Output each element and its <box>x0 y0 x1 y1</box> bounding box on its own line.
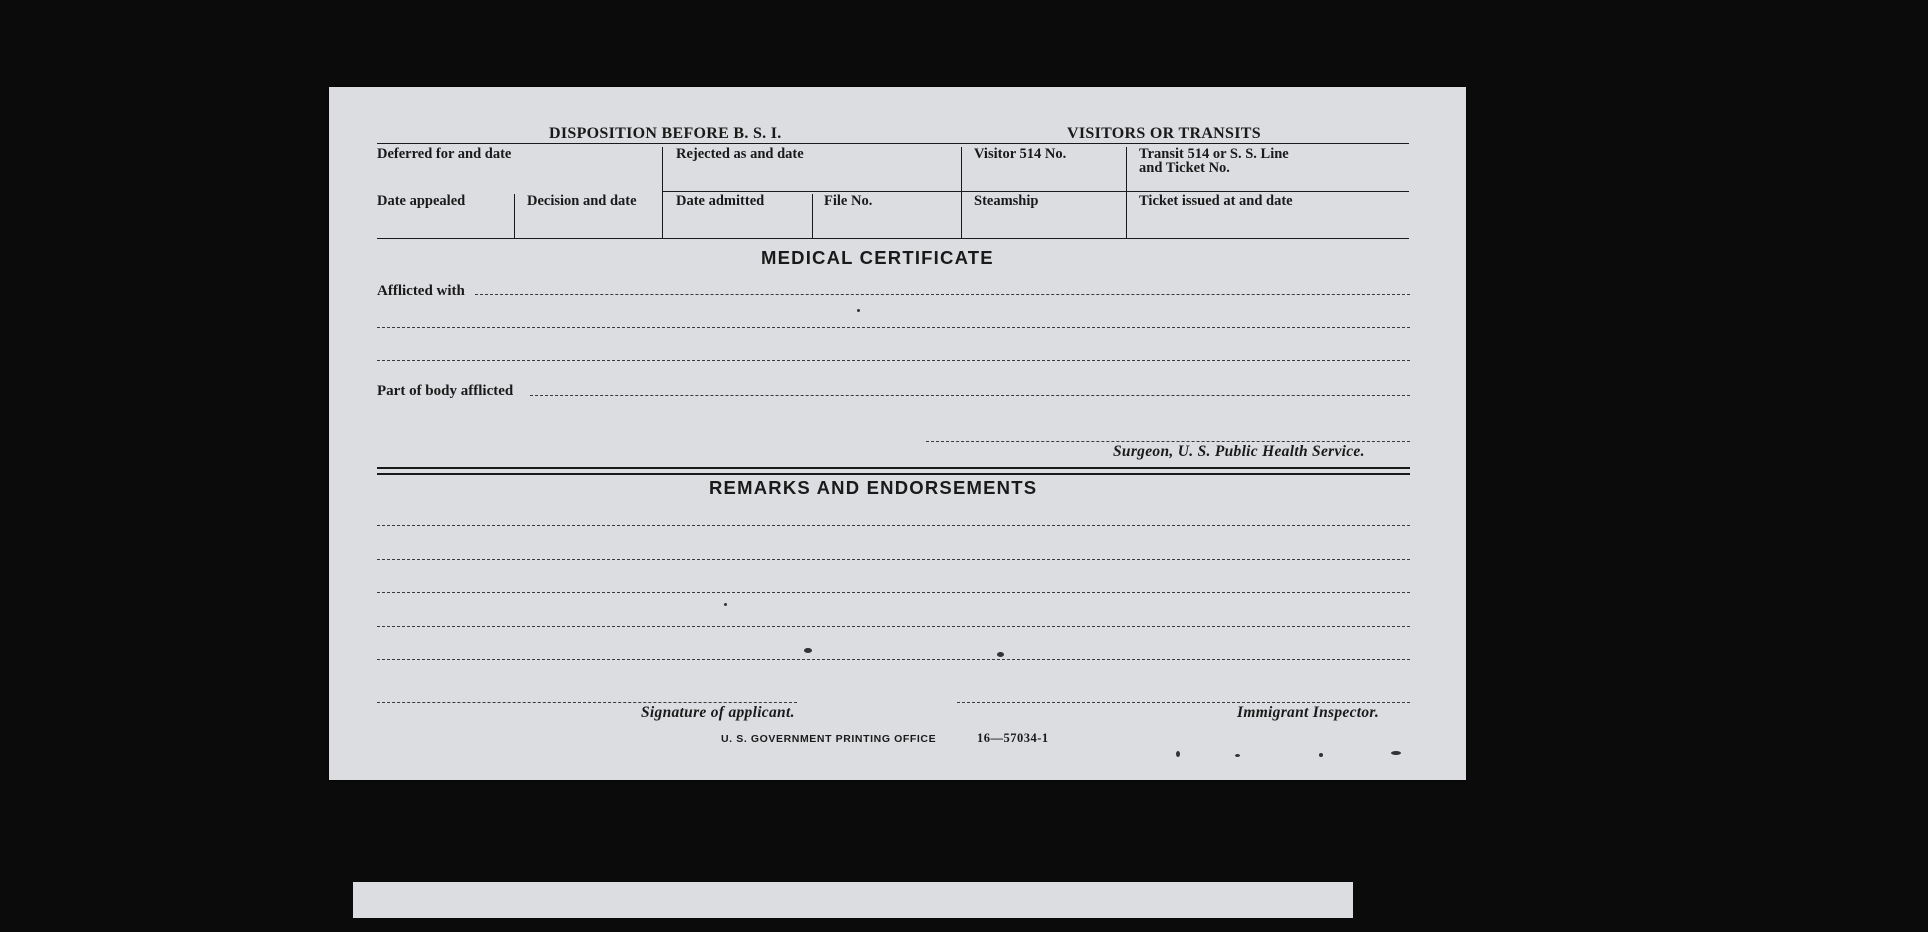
form-number: 16—57034-1 <box>977 731 1049 745</box>
disposition-title: DISPOSITION BEFORE B. S. I. <box>549 125 782 142</box>
grid-divider <box>961 147 962 238</box>
remarks-line <box>377 559 1410 560</box>
ink-speck <box>1235 754 1240 757</box>
visitors-title: VISITORS OR TRANSITS <box>1067 125 1261 142</box>
grid-mid-rule <box>662 191 1409 192</box>
grid-divider <box>1126 147 1127 238</box>
grid-divider <box>812 194 813 238</box>
inspector-caption: Immigrant Inspector. <box>1237 704 1380 721</box>
file-no-field: File No. <box>824 193 873 209</box>
part-of-body-label: Part of body afflicted <box>377 383 514 399</box>
second-card-edge <box>353 882 1353 918</box>
afflicted-line <box>377 327 1410 328</box>
ink-speck <box>1319 753 1323 757</box>
visitor-514-field: Visitor 514 No. <box>974 146 1067 162</box>
medical-certificate-title: MEDICAL CERTIFICATE <box>761 247 994 268</box>
ink-speck <box>724 603 727 606</box>
part-of-body-line <box>530 395 1410 396</box>
afflicted-with-label: Afflicted with <box>377 283 465 299</box>
printer-imprint: U. S. GOVERNMENT PRINTING OFFICE <box>721 733 937 745</box>
date-admitted-field: Date admitted <box>676 193 765 209</box>
ink-speck <box>1391 751 1401 755</box>
decision-field: Decision and date <box>527 193 637 209</box>
applicant-caption: Signature of applicant. <box>641 704 795 721</box>
transit-field-line2: and Ticket No. <box>1139 160 1230 176</box>
grid-divider <box>662 147 663 238</box>
surgeon-caption: Surgeon, U. S. Public Health Service. <box>1113 443 1365 460</box>
remarks-line <box>377 659 1410 660</box>
surgeon-signature-line <box>926 441 1410 442</box>
remarks-line <box>377 592 1410 593</box>
rejected-field: Rejected as and date <box>676 146 804 162</box>
ink-speck <box>857 309 860 312</box>
remarks-line <box>377 626 1410 627</box>
steamship-field: Steamship <box>974 193 1039 209</box>
inspector-signature-line <box>957 702 1410 703</box>
date-appealed-field: Date appealed <box>377 193 466 209</box>
transit-field-line1: Transit 514 or S. S. Line <box>1139 146 1289 162</box>
ink-speck <box>997 652 1004 657</box>
remarks-line <box>377 525 1410 526</box>
ink-speck <box>804 648 812 653</box>
afflicted-line <box>475 294 1410 295</box>
ink-speck <box>1176 751 1180 757</box>
grid-top-rule <box>377 143 1409 144</box>
deferred-field: Deferred for and date <box>377 146 512 162</box>
applicant-signature-line <box>377 702 797 703</box>
grid-divider <box>514 194 515 238</box>
section-divider <box>377 467 1410 475</box>
remarks-title: REMARKS AND ENDORSEMENTS <box>709 477 1038 498</box>
grid-bottom-rule <box>377 238 1409 239</box>
ticket-issued-field: Ticket issued at and date <box>1139 193 1293 209</box>
afflicted-line <box>377 360 1410 361</box>
immigration-card <box>329 87 1466 780</box>
